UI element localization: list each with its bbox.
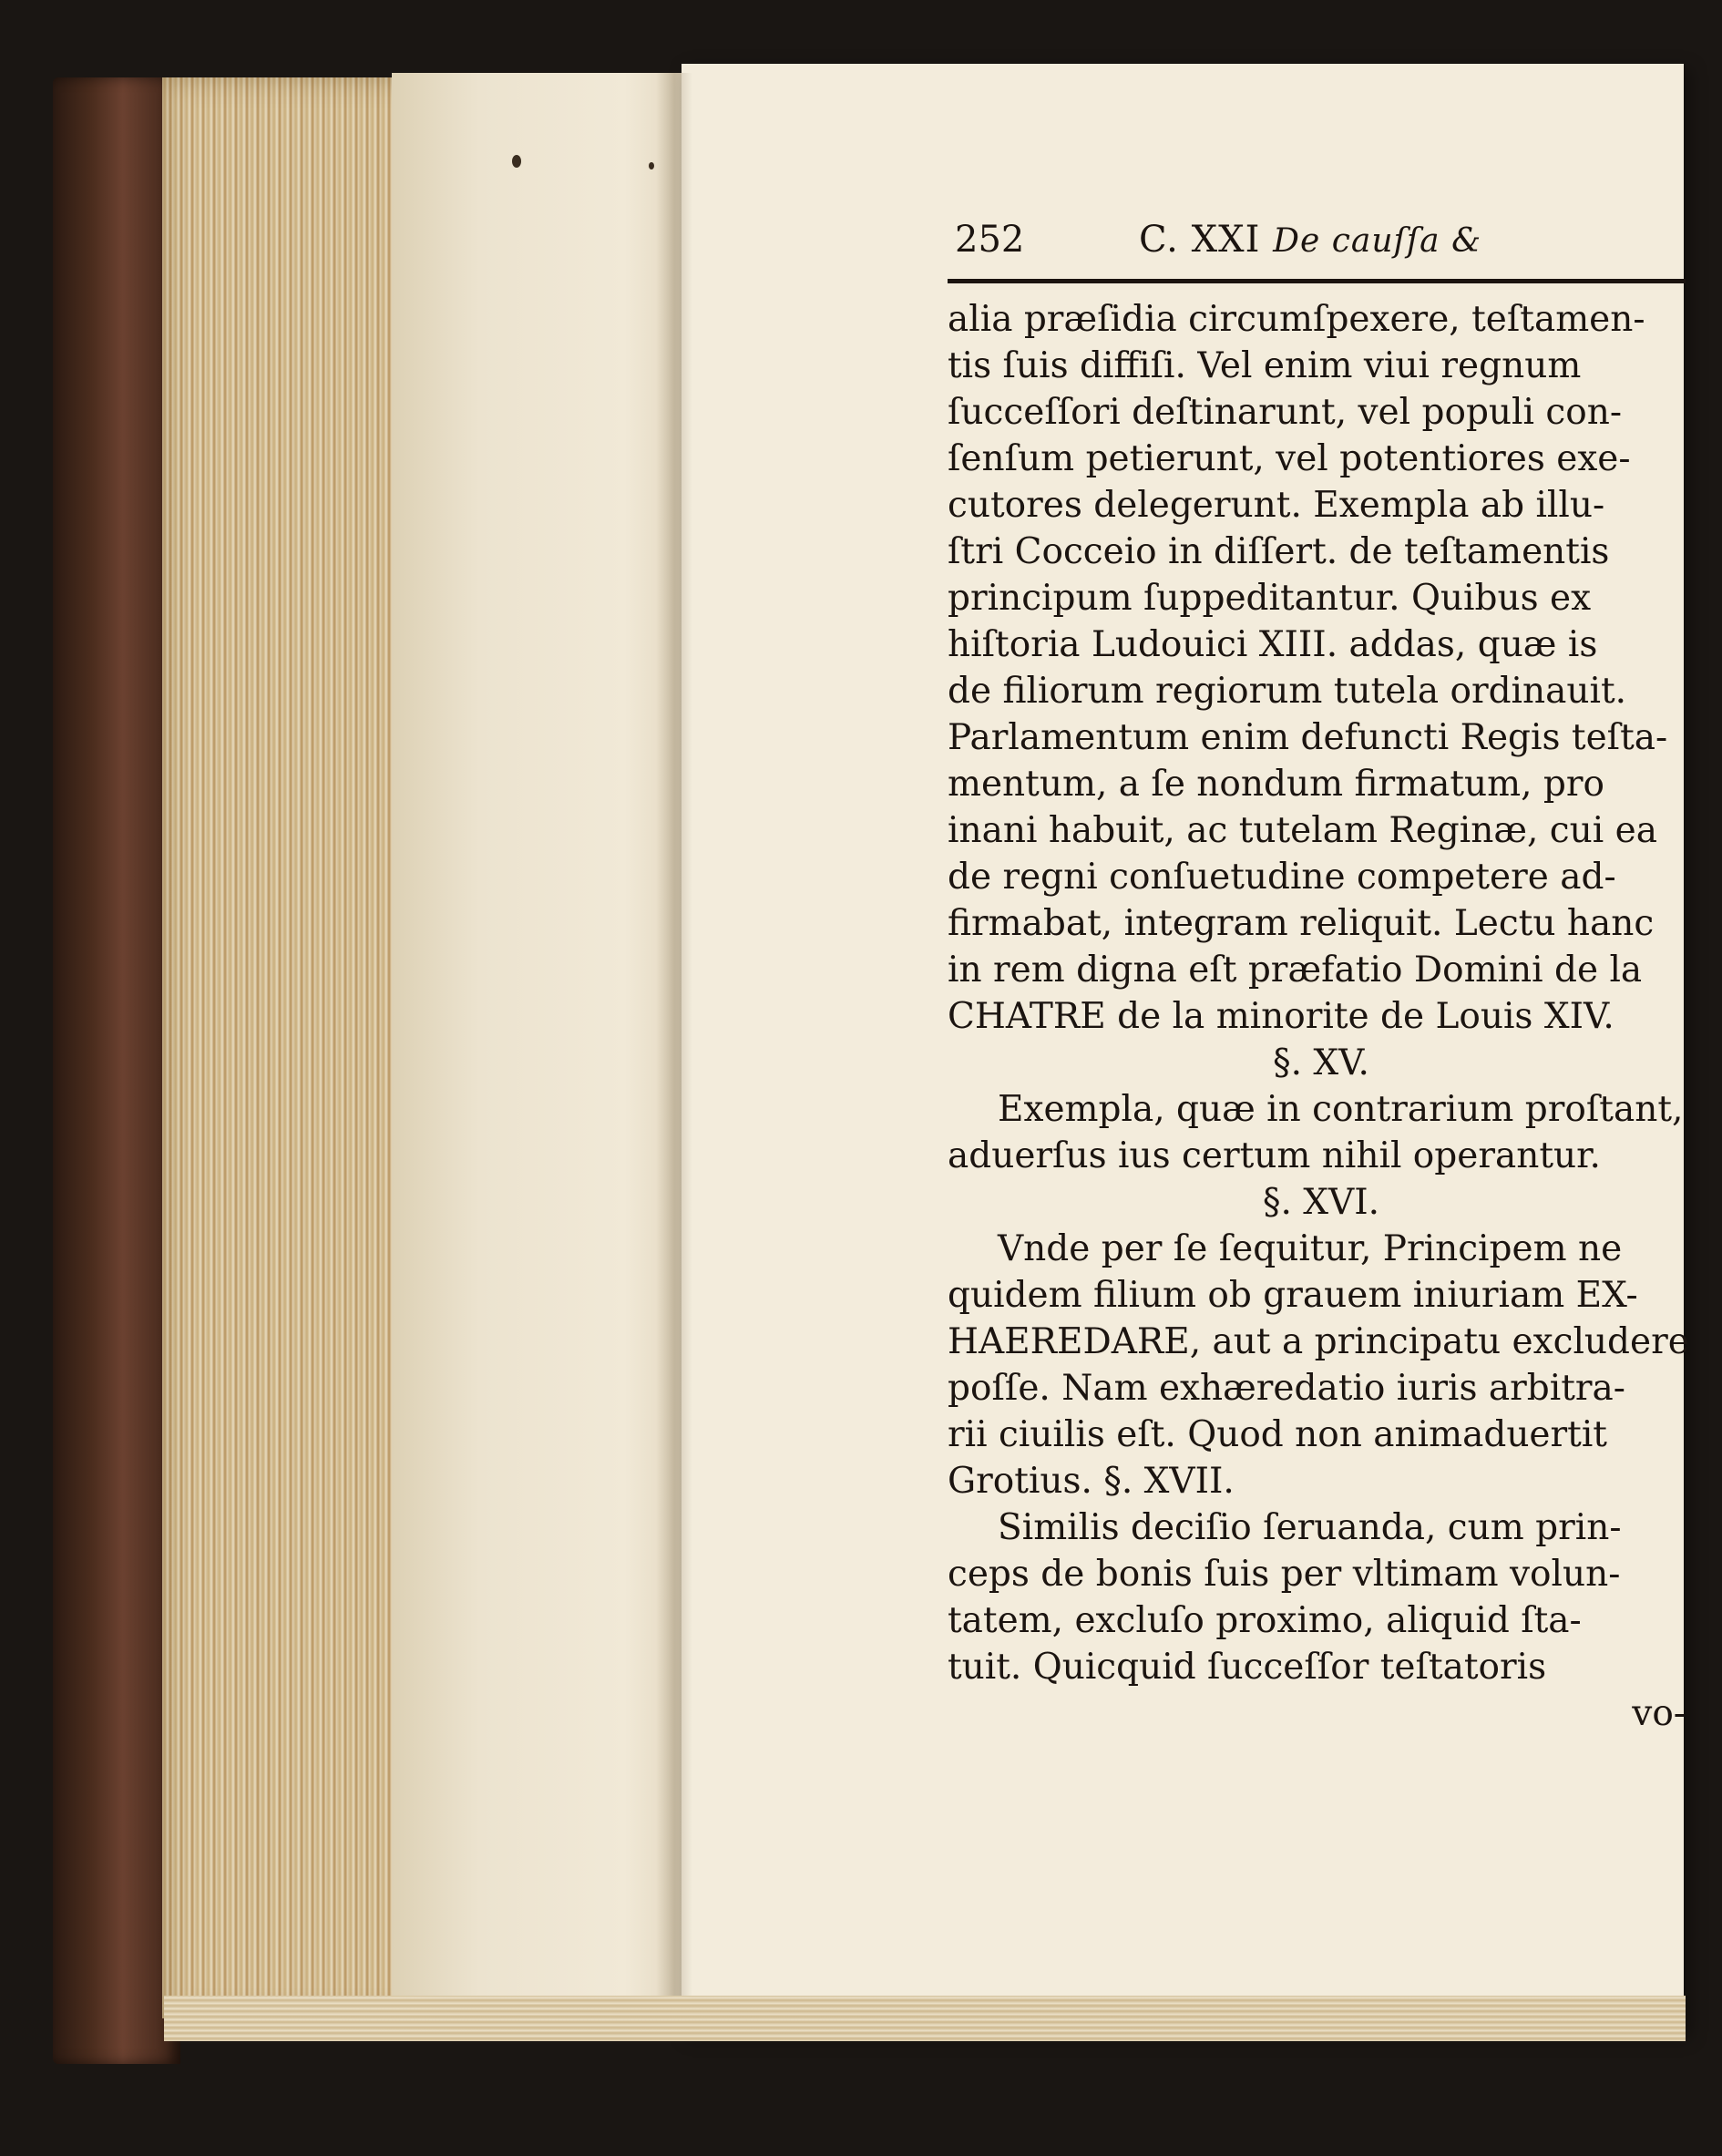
left-page-blank [392, 73, 683, 2028]
text-line: poſſe. Nam exhæredatio iuris arbitra- [948, 1368, 1625, 1409]
text-line: de regni conſuetudine competere ad- [948, 857, 1616, 898]
text-line: ſenſum petierunt, vel potentiores exe- [948, 438, 1631, 479]
running-title-italic: De cauſſa & [1273, 222, 1482, 260]
chapter-label: C. XXI [1139, 219, 1261, 261]
text-line: tis ſuis diffiſi. Vel enim viui regnum [948, 345, 1582, 386]
text-line: aduerſus ius certum nihil operantur. [948, 1135, 1601, 1176]
text-line: rii ciuilis eſt. Quod non animaduertit [948, 1414, 1607, 1455]
text-line: Vnde per ſe ſequitur, Principem ne [998, 1228, 1623, 1269]
ink-speck [649, 162, 654, 169]
page-text-block [948, 208, 1695, 1737]
text-line: tuit. Quicquid ſucceſſor teſtatoris [948, 1647, 1547, 1688]
text-line: ſucceſſori deſtinarunt, vel populi con- [948, 392, 1622, 433]
text-line: quidem filium ob grauem iniuriam EX- [948, 1275, 1638, 1316]
running-head [948, 208, 1695, 272]
text-line: principum ſuppeditantur. Quibus ex [948, 578, 1592, 619]
section-heading: §. XVI. [1262, 1182, 1380, 1223]
text-line: Parlamentum enim defuncti Regis teſta- [948, 717, 1668, 758]
section-heading: §. XV. [1273, 1042, 1369, 1083]
book-binding [53, 77, 180, 2064]
text-line: cutores delegerunt. Exempla ab illu- [948, 485, 1605, 526]
catchword: vo- [1632, 1693, 1686, 1734]
page-bottom-edge [164, 1996, 1686, 2041]
text-line: tatem, excluſo proximo, aliquid ſta- [948, 1600, 1582, 1641]
text-line: Similis deciſio ſeruanda, cum prin- [998, 1507, 1622, 1548]
running-title [1139, 208, 1481, 273]
text-line: mentum, a ſe nondum firmatum, pro [948, 764, 1605, 805]
text-line: in rem digna eſt præfatio Domini de la [948, 950, 1643, 991]
text-line: Grotius. §. XVII. [948, 1461, 1235, 1502]
text-line: alia præſidia circumſpexere, teſtamen- [948, 299, 1645, 340]
text-line: Exempla, quæ in contrarium proſtant, [998, 1089, 1684, 1130]
text-line: hiſtoria Ludouici XIII. addas, quæ is [948, 624, 1598, 665]
text-line: CHATRE de la minorite de Louis XIV. [948, 996, 1614, 1037]
gutter-shadow [656, 73, 692, 2028]
text-line: inani habuit, ac tutelam Reginæ, cui ea [948, 810, 1657, 851]
header-rule [948, 279, 1686, 283]
text-line: de filiorum regiorum tutela ordinauit. [948, 671, 1627, 712]
text-line: ceps de bonis ſuis per vltimam volun- [948, 1554, 1621, 1595]
ink-speck [512, 155, 521, 168]
text-line: HAEREDARE, aut a principatu excludere [948, 1321, 1689, 1362]
text-line: ſtri Cocceio in diſſert. de teſtamentis [948, 531, 1610, 572]
text-line: firmabat, integram reliquit. Lectu hanc [948, 903, 1655, 944]
page-number: 252 [955, 219, 1025, 261]
